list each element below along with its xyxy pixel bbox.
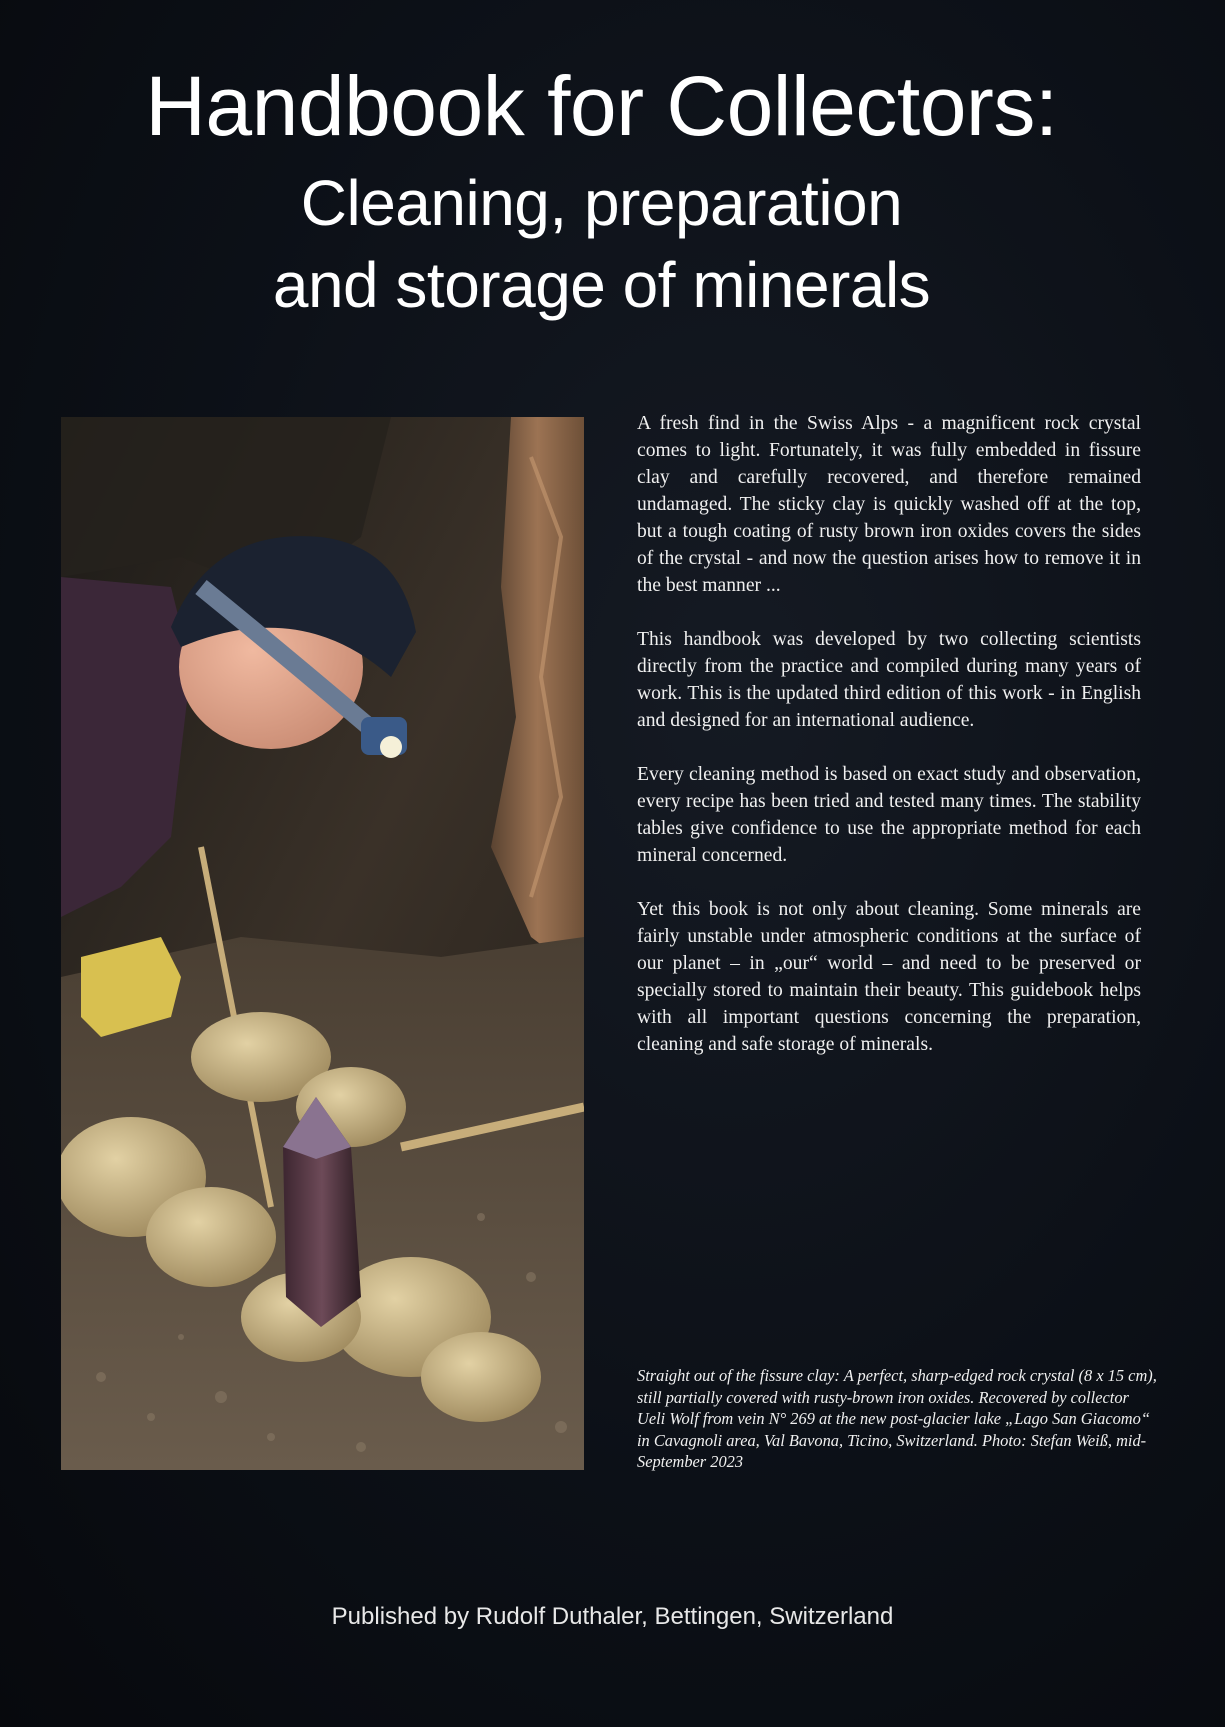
title-line-3: and storage of minerals (272, 249, 931, 321)
photo-illustration (61, 417, 584, 1470)
title-line-2: Cleaning, preparation (300, 167, 903, 239)
title-line-1: Handbook for Collectors: (145, 59, 1058, 153)
photo-caption: Straight out of the fissure clay: A perfect, sharp-edged rock crystal (8 x 15 cm), still partially covered with rusty-brown iron oxides. Recovered by collector Ueli Wolf from vein N° 269 at the new post-glacier lake „Lago San Giacomo“ in Cavagnoli area, Val Bavona, Ticino, Switzerland. Photo: Stefan Weiß, mid-September 2023 (637, 1366, 1157, 1471)
body-text (637, 410, 1141, 1085)
book-title (0, 58, 1225, 326)
paragraph-4: Yet this book is not only about cleaning. Some minerals are fairly unstable under atmospheric conditions at the surface of our planet – in „our“ world – and need to be preserved or specially stored to maintain their beauty. This guidebook helps with all important questions concerning the preparation, cleaning and safe storage of minerals. (637, 899, 1141, 1055)
paragraph-2: This handbook was developed by two collecting scientists directly from the practice and compiled during many years of work. This is the updated third edition of this work - in English and designed for an international audience. (637, 629, 1141, 731)
publisher-line: Published by Rudolf Duthaler, Bettingen, Switzerland (331, 1603, 894, 1630)
cover-photo (61, 417, 584, 1470)
paragraph-3: Every cleaning method is based on exact study and observation, every recipe has been tried and tested many times. The stability tables give confidence to use the appropriate method for each mineral concerned. (637, 764, 1141, 866)
paragraph-1: A fresh find in the Swiss Alps - a magnificent rock crystal comes to light. Fortunately, it was fully embedded in fissure clay and carefully recovered, and therefore remained undamaged. The sticky clay is quickly washed off at the top, but a tough coating of rusty brown iron oxides covers the sides of the crystal - and now the question arises how to remove it in the best manner ... (637, 413, 1141, 596)
